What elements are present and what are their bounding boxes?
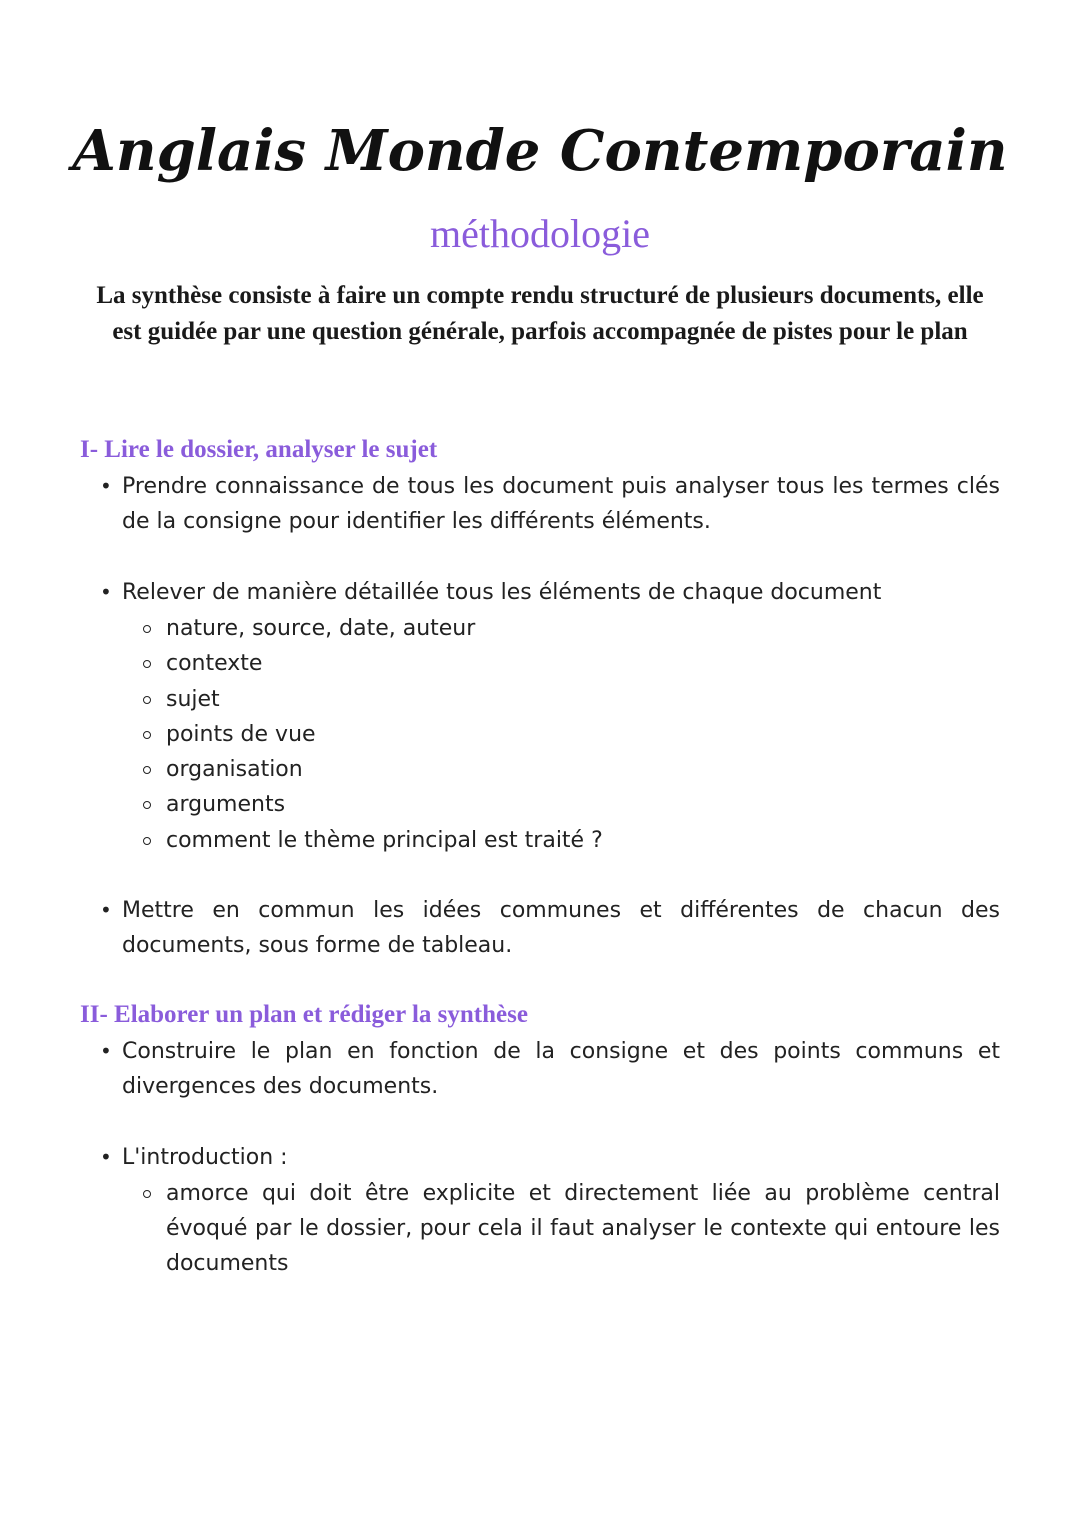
section-2-sub-item-amorce: amorce qui doit être explicite et directement liée au problème central évoqué par le dossier, pour cela il faut analyser le contexte qui entoure les documents bbox=[166, 1176, 1000, 1281]
section-1-bullet-compare-ideas: • Mettre en commun les idées communes et différentes de chacun des documents, sous forme de tableau. bbox=[122, 893, 1000, 963]
section-2-heading: II- Elaborer un plan et rédiger la synthèse bbox=[80, 1001, 528, 1028]
section-1-heading: I- Lire le dossier, analyser le sujet bbox=[80, 436, 438, 463]
section-1-bullet-list-elements: • Relever de manière détaillée tous les éléments de chaque document bbox=[122, 575, 1000, 610]
sub-list-item: points de vue bbox=[166, 717, 1000, 752]
intro-paragraph: La synthèse consiste à faire un compte rendu structuré de plusieurs documents, elle est guidée par une question générale, parfois accompagnée de pistes pour le plan bbox=[96, 282, 984, 345]
section-2-bullet-introduction: • L'introduction : bbox=[122, 1140, 1000, 1175]
sub-list-item: arguments bbox=[166, 787, 1000, 822]
sub-list-item: organisation bbox=[166, 752, 1000, 787]
page-title: Anglais Monde Contemporain bbox=[72, 118, 1008, 184]
sub-list-item: comment le thème principal est traité ? bbox=[166, 823, 1000, 858]
sub-list-item: nature, source, date, auteur bbox=[166, 611, 1000, 646]
sub-list-item: contexte bbox=[166, 646, 1000, 681]
section-1-sub-list bbox=[166, 611, 1000, 858]
section-2-bullet-build-plan: • Construire le plan en fonction de la consigne et des points communs et divergences des documents. bbox=[122, 1034, 1000, 1104]
sub-list-item: sujet bbox=[166, 682, 1000, 717]
page-subtitle: méthodologie bbox=[430, 211, 650, 256]
section-1-bullet-read-documents: • Prendre connaissance de tous les document puis analyser tous les termes clés de la consigne pour identifier les différents éléments. bbox=[122, 469, 1000, 539]
